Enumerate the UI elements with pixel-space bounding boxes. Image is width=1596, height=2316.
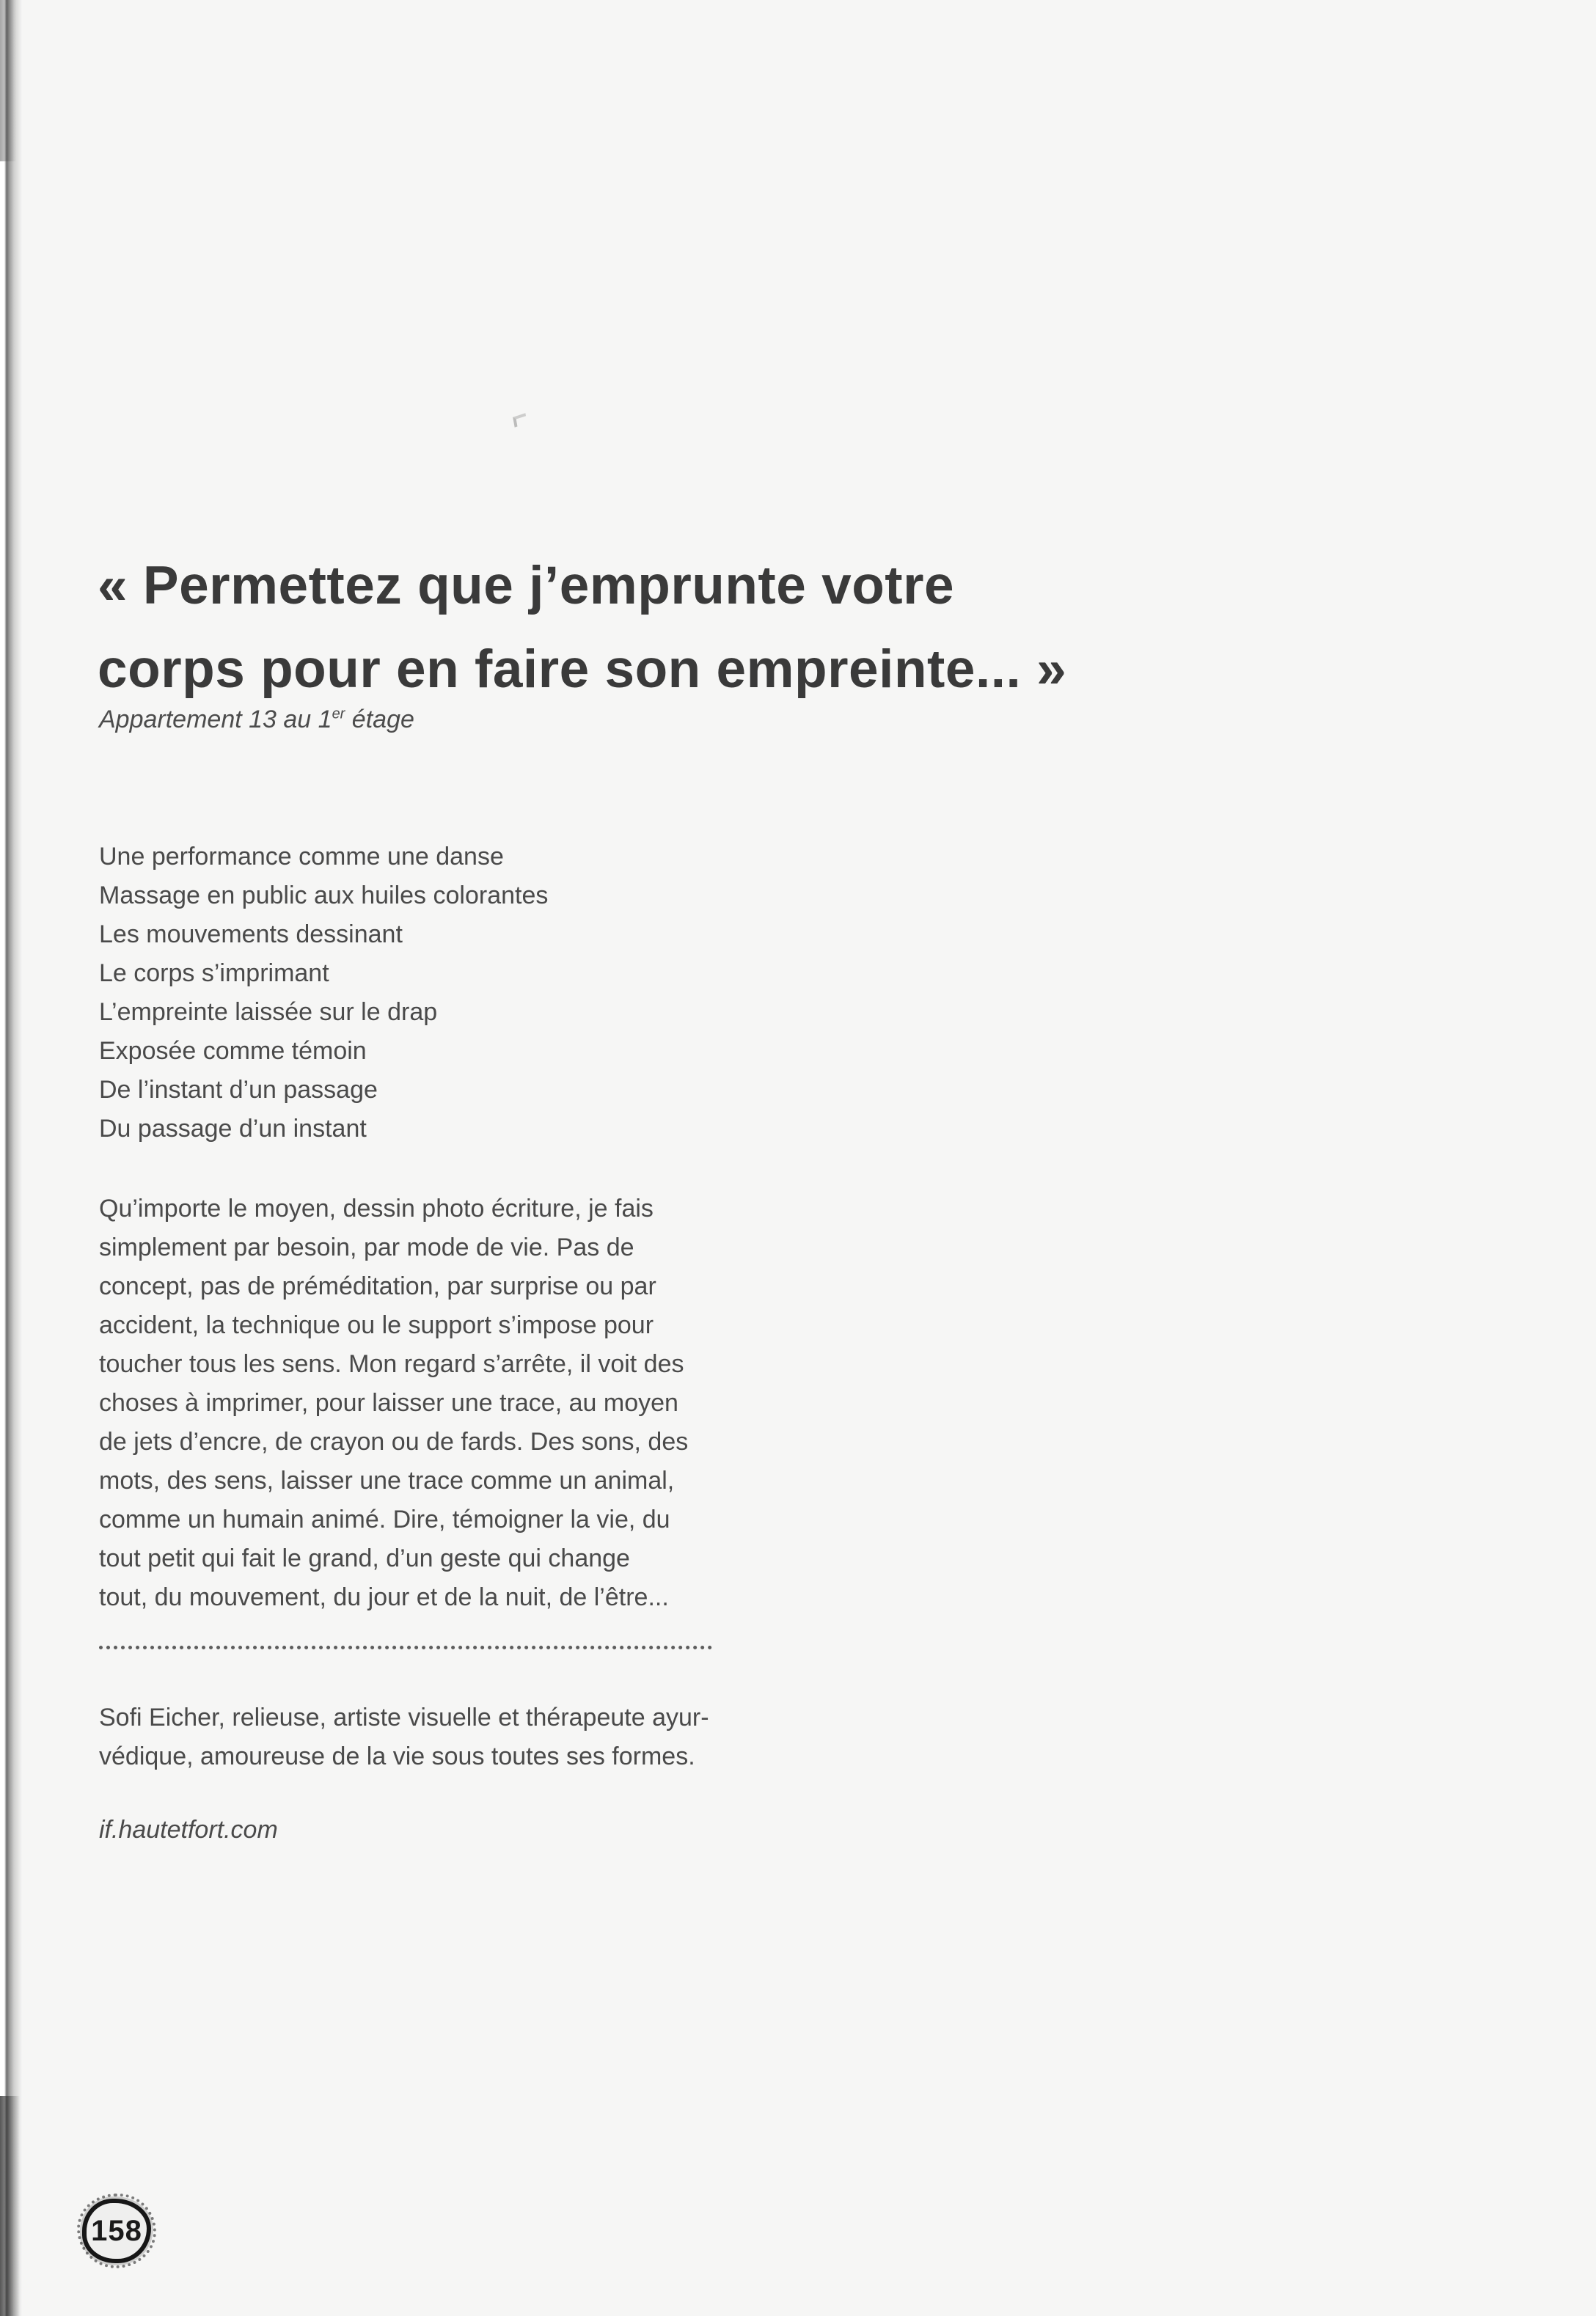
- scan-left-edge: [0, 0, 22, 2316]
- poem-line: Une performance comme une danse: [99, 843, 504, 871]
- scan-bottom-left-shadow: [0, 2096, 25, 2316]
- poem-line: L’empreinte laissée sur le drap: [99, 998, 438, 1026]
- poem-line: Du passage d’un instant: [99, 1115, 367, 1143]
- subtitle-superscript: er: [332, 706, 345, 722]
- paragraph-line: Qu’importe le moyen, dessin photo écriture, je fais: [99, 1195, 654, 1223]
- artist-bio: [99, 1698, 709, 1776]
- page-number-badge: [82, 2199, 151, 2263]
- article-subtitle: [99, 706, 414, 734]
- artist-website: if.hautetfort.com: [99, 1816, 278, 1844]
- artist-statement-paragraph: [99, 1190, 688, 1617]
- paragraph-line: tout, du mouvement, du jour et de la nuit, de l’être...: [99, 1583, 669, 1611]
- article-title-line: « Permettez que j’emprunte votre: [98, 556, 955, 615]
- bio-line: Sofi Eicher, relieuse, artiste visuelle et thérapeute ayur-: [99, 1704, 709, 1731]
- poem: [99, 838, 548, 1148]
- paragraph-line: tout petit qui fait le grand, d’un geste qui change: [99, 1544, 630, 1572]
- squiggle-divider: [99, 1646, 712, 1649]
- paragraph-line: accident, la technique ou le support s’impose pour: [99, 1311, 654, 1339]
- scan-artifact: [513, 413, 527, 427]
- poem-line: Le corps s’imprimant: [99, 959, 329, 987]
- paragraph-line: mots, des sens, laisser une trace comme un animal,: [99, 1467, 675, 1495]
- paragraph-line: toucher tous les sens. Mon regard s’arrête, il voit des: [99, 1350, 684, 1378]
- poem-line: De l’instant d’un passage: [99, 1076, 378, 1104]
- scan-top-left-shadow: [0, 0, 19, 161]
- page-number: 158: [91, 2214, 142, 2247]
- subtitle-text: Appartement 13 au 1: [99, 706, 332, 733]
- bio-line: védique, amoureuse de la vie sous toutes ses formes.: [99, 1743, 695, 1770]
- subtitle-text-end: étage: [345, 706, 414, 733]
- poem-line: Les mouvements dessinant: [99, 920, 403, 948]
- article-title: [98, 544, 1066, 711]
- paragraph-line: de jets d’encre, de crayon ou de fards. Des sons, des: [99, 1428, 689, 1456]
- paragraph-line: concept, pas de préméditation, par surprise ou par: [99, 1272, 656, 1300]
- paragraph-line: simplement par besoin, par mode de vie. Pas de: [99, 1234, 634, 1261]
- paragraph-line: comme un humain animé. Dire, témoigner la vie, du: [99, 1506, 670, 1533]
- paragraph-line: choses à imprimer, pour laisser une trace, au moyen: [99, 1389, 678, 1417]
- poem-line: Exposée comme témoin: [99, 1037, 367, 1065]
- poem-line: Massage en public aux huiles colorantes: [99, 882, 549, 909]
- article-title-line: corps pour en faire son empreinte... »: [98, 640, 1067, 699]
